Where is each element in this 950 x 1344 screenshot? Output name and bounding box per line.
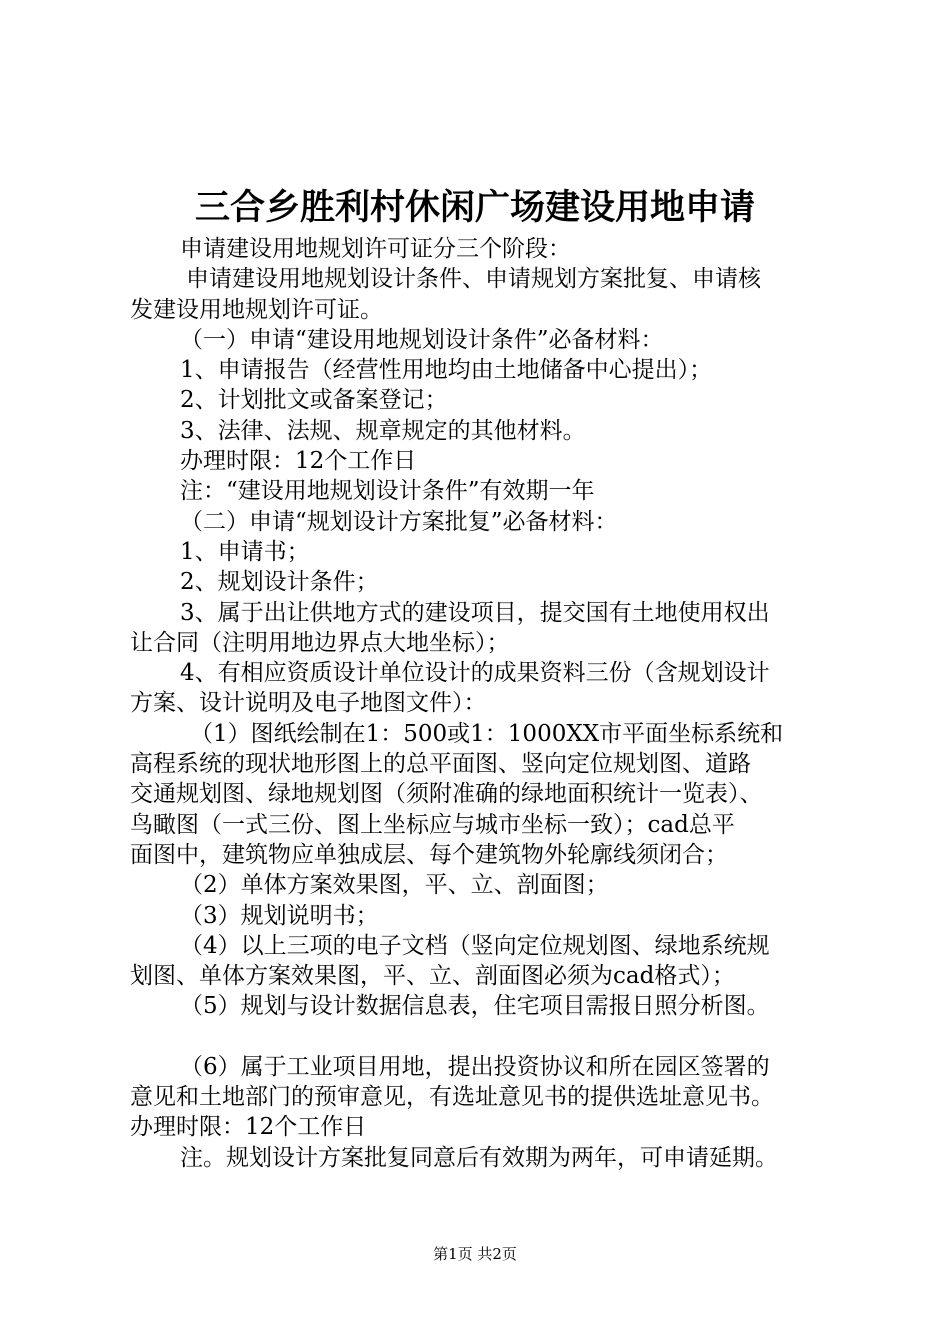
- paragraph-gap: [130, 1022, 836, 1052]
- sub-item-cont: 交通规划图、绿地规划图（须附准确的绿地面积统计一览表）、: [130, 781, 763, 808]
- note-1: 注：“建设用地规划设计条件”有效期一年: [180, 478, 595, 505]
- list-item: 3、属于出让供地方式的建设项目，提交国有土地使用权出: [180, 599, 770, 626]
- document-title: 三合乡胜利村休闲广场建设用地申请: [194, 188, 755, 228]
- sub-item-cont: 意见和土地部门的预审意见，有选址意见书的提供选址意见书。: [130, 1084, 774, 1111]
- sub-item: （3）规划说明书；: [180, 902, 379, 929]
- section-heading-2: （二）申请“规划设计方案批复”必备材料：: [180, 508, 618, 535]
- paragraph-intro: 申请建设用地规划许可证分三个阶段：: [180, 236, 571, 262]
- document-body: [130, 234, 836, 1173]
- list-item: 4、有相应资质设计单位设计的成果资料三份（含规划设计: [180, 660, 770, 687]
- sub-item-cont: 鸟瞰图（一式三份、图上坐标应与城市坐标一致）；cad总平: [130, 811, 735, 838]
- time-limit-1: 办理时限：12个工作日: [180, 448, 417, 475]
- list-item-cont: 让合同（注明用地边界点大地坐标）；: [130, 629, 510, 656]
- sub-item-cont: 面图中，建筑物应单独成层、每个建筑物外轮廓线须闭合；: [130, 841, 728, 868]
- sub-item: （5）规划与设计数据信息表，住宅项目需报日照分析图。: [180, 993, 770, 1020]
- list-item: 3、法律、法规、规章规定的其他材料。: [180, 417, 586, 444]
- sub-item-cont: 高程系统的现状地形图上的总平面图、竖向定位规划图、道路: [130, 751, 751, 778]
- sub-item: （2）单体方案效果图，平、立、剖面图；: [180, 872, 609, 899]
- sub-item: （6）属于工业项目用地，提出投资协议和所在园区签署的: [180, 1053, 770, 1080]
- page-number: 第1页 共2页: [433, 1245, 517, 1263]
- list-item: 2、规划设计条件；: [180, 569, 379, 596]
- list-item-cont: 方案、设计说明及电子地图文件）：: [130, 690, 487, 717]
- time-limit-2: 办理时限：12个工作日: [130, 1114, 367, 1141]
- sub-item-cont: 划图、单体方案效果图，平、立、剖面图必须为cad格式）；: [130, 963, 735, 990]
- paragraph-stages: 申请建设用地规划设计条件、申请规划方案批复、申请核: [186, 266, 761, 293]
- note-2: 注。规划设计方案批复同意后有效期为两年，可申请延期。: [180, 1144, 778, 1171]
- section-heading-1: （一）申请“建设用地规划设计条件”必备材料：: [180, 326, 664, 353]
- paragraph-stages-cont: 发建设用地规划许可证。: [130, 296, 383, 323]
- list-item: 1、申请报告（经营性用地均由土地储备中心提出）；: [180, 357, 713, 384]
- list-item: 1、申请书；: [180, 538, 310, 565]
- sub-item: （1）图纸绘制在1：500或1：1000XX市平面坐标系统和: [190, 720, 784, 747]
- sub-item: （4）以上三项的电子文档（竖向定位规划图、绿地系统规: [180, 932, 770, 959]
- list-item: 2、计划批文或备案登记；: [180, 387, 448, 414]
